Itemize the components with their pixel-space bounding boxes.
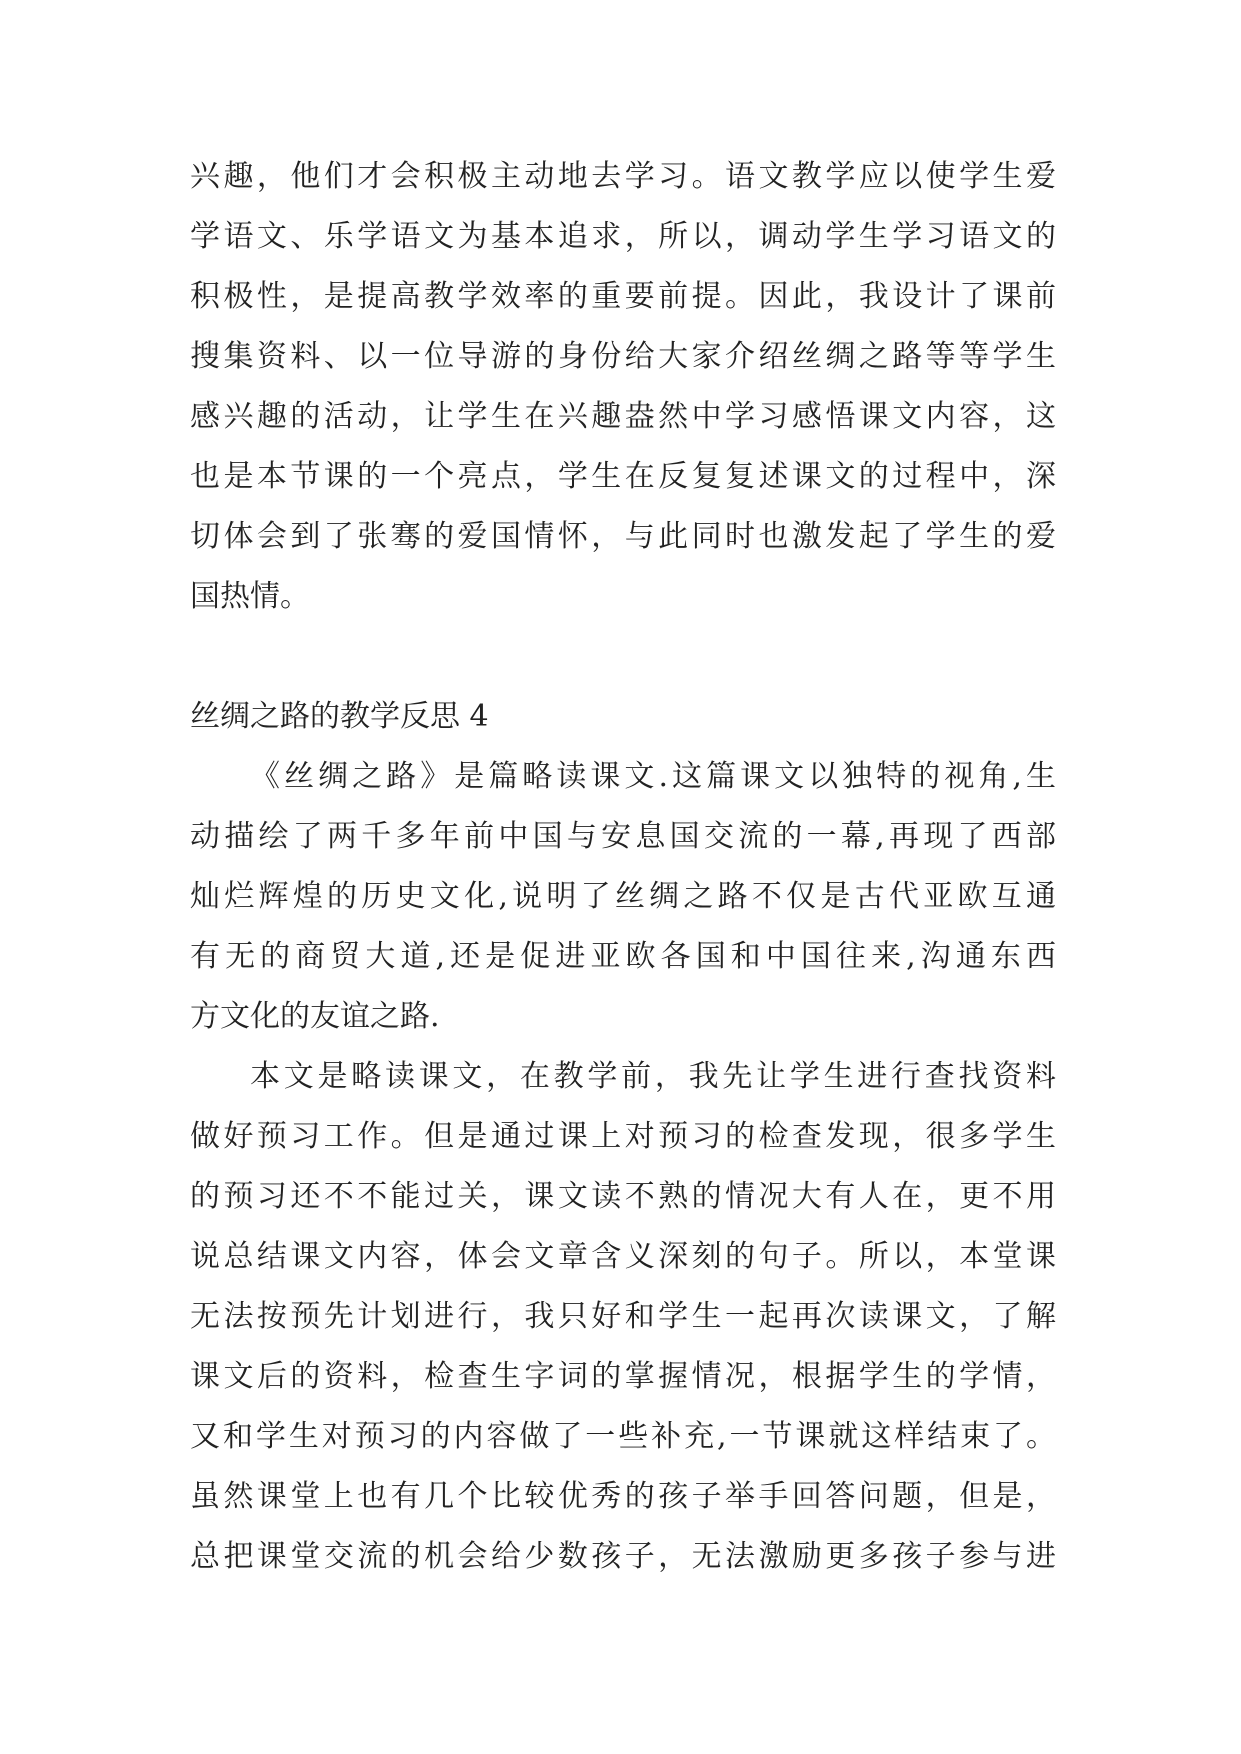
text-line: 又和学生对预习的内容做了一些补充,一节课就这样结束了。 bbox=[190, 1419, 1056, 1454]
text-line: 兴趣，他们才会积极主动地去学习。语文教学应以使学生爱 bbox=[190, 159, 1056, 194]
intro-paragraph bbox=[190, 147, 1056, 627]
text-line: 有无的商贸大道,还是促进亚欧各国和中国往来,沟通东西 bbox=[190, 939, 1056, 974]
text-line: 搜集资料、以一位导游的身份给大家介绍丝绸之路等等学生 bbox=[190, 339, 1056, 374]
text-line: 方文化的友谊之路. bbox=[190, 999, 440, 1034]
text-line: 说总结课文内容，体会文章含义深刻的句子。所以，本堂课 bbox=[190, 1239, 1056, 1274]
text-line: 动描绘了两千多年前中国与安息国交流的一幕,再现了西部 bbox=[190, 819, 1056, 854]
text-line: 积极性，是提高教学效率的重要前提。因此，我设计了课前 bbox=[190, 279, 1056, 314]
text-line: 的预习还不不能过关，课文读不熟的情况大有人在，更不用 bbox=[190, 1179, 1056, 1214]
text-line: 切体会到了张骞的爱国情怀，与此同时也激发起了学生的爱 bbox=[190, 519, 1056, 554]
paragraph-silk-road-intro bbox=[190, 747, 1056, 1047]
text-line: 总把课堂交流的机会给少数孩子，无法激励更多孩子参与进 bbox=[190, 1539, 1056, 1574]
text-line: 《丝绸之路》是篇略读课文.这篇课文以独特的视角,生 bbox=[250, 759, 1056, 794]
text-line: 无法按预先计划进行，我只好和学生一起再次读课文，了解 bbox=[190, 1299, 1056, 1334]
section-title: 丝绸之路的教学反思 4 bbox=[190, 699, 489, 734]
paragraph-gap bbox=[190, 627, 1056, 687]
text-line: 国热情。 bbox=[190, 579, 310, 614]
text-line: 感兴趣的活动，让学生在兴趣盎然中学习感悟课文内容，这 bbox=[190, 399, 1056, 434]
text-line: 学语文、乐学语文为基本追求，所以，调动学生学习语文的 bbox=[190, 219, 1056, 254]
text-line: 也是本节课的一个亮点，学生在反复复述课文的过程中，深 bbox=[190, 459, 1056, 494]
text-line: 虽然课堂上也有几个比较优秀的孩子举手回答问题，但是， bbox=[190, 1479, 1056, 1514]
text-line: 做好预习工作。但是通过课上对预习的检查发现，很多学生 bbox=[190, 1119, 1056, 1154]
paragraph-teaching-reflection bbox=[190, 1047, 1056, 1587]
text-line: 本文是略读课文，在教学前，我先让学生进行查找资料 bbox=[250, 1059, 1056, 1094]
text-line: 课文后的资料，检查生字词的掌握情况，根据学生的学情， bbox=[190, 1359, 1056, 1394]
document-body bbox=[190, 147, 1056, 1587]
text-line: 灿烂辉煌的历史文化,说明了丝绸之路不仅是古代亚欧互通 bbox=[190, 879, 1056, 914]
